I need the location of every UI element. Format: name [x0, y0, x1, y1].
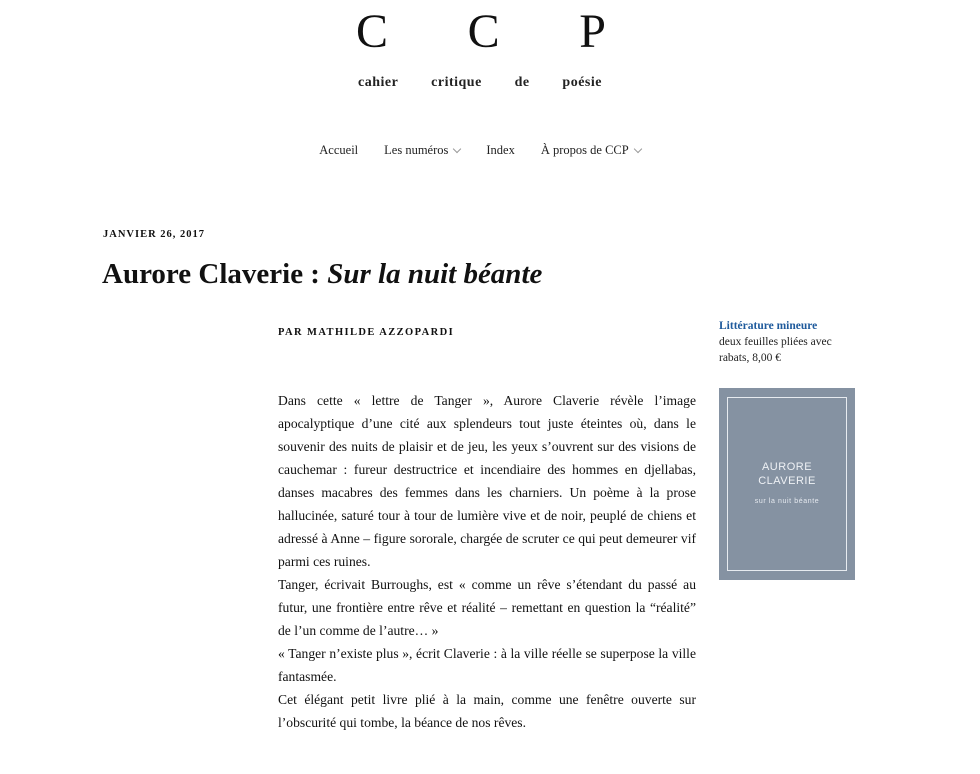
nav-item-accueil[interactable]: [319, 143, 358, 158]
cover-author-line: CLAVERIE: [758, 475, 816, 487]
nav-item-a-propos[interactable]: [541, 143, 641, 158]
cover-author: [737, 460, 837, 488]
tagline-word: cahier: [358, 75, 399, 90]
sidebar-description: deux feuilles pliées avec rabats, 8,00 €: [719, 336, 832, 364]
cover-author-line: AURORE: [761, 461, 813, 473]
sidebar-link-litterature-mineure[interactable]: Littérature mineure: [719, 320, 818, 332]
nav-item-label: Les numéros: [384, 143, 449, 157]
nav-item-index[interactable]: [486, 143, 514, 158]
paragraph: « Tanger n’existe plus », écrit Claverie : à la ville réelle se superpose la ville fantasmée.: [278, 646, 696, 684]
nav-item-label: Index: [486, 143, 515, 157]
main-nav: [0, 143, 960, 158]
tagline-word: de: [514, 75, 530, 90]
logo-letter-c1: C: [356, 5, 389, 58]
logo-letter-c2: C: [467, 5, 500, 58]
site-logo[interactable]: [356, 5, 606, 58]
post-title: [102, 258, 542, 291]
site-tagline: [358, 75, 602, 91]
book-cover-frame: [727, 397, 847, 571]
paragraph: Dans cette « lettre de Tanger », Aurore Claverie révèle l’image apocalyptique d’une cité aux splendeurs tout juste éteintes où, dans le souvenir des nuits de plaisir et de jeu, les yeux s’ouvrent sur des visions de cauchemar : fureur destructrice et incendiaire des hommes en djellabas, danses macabres des femmes dans les charniers. Un poème à la prose hallucinée, saturé tour à tour de lumière vive et de noir, peuplé de chiens et adressé à Anne – figure sororale, chargée de scruter ce qui peut demeurer vif parmi ces ruines.: [278, 393, 696, 569]
post-date[interactable]: JANVIER 26, 2017: [103, 229, 206, 240]
nav-item-les-numeros[interactable]: [384, 143, 460, 158]
paragraph: Cet élégant petit livre plié à la main, comme une fenêtre ouverte sur l’obscurité qui tombe, la béance de nos rêves.: [278, 692, 696, 730]
post-title-plain: Aurore Claverie :: [102, 258, 328, 290]
cover-title: sur la nuit béante: [754, 498, 820, 505]
tagline-word: poésie: [562, 75, 602, 90]
logo-letter-p: P: [579, 5, 606, 58]
chevron-down-icon: [633, 145, 641, 153]
paragraph: Tanger, écrivait Burroughs, est « comme un rêve s’étendant du passé au futur, une frontière entre rêve et réalité – remettant en question la “réalité” de l’un comme de l’autre… »: [278, 577, 696, 638]
chevron-down-icon: [453, 145, 461, 153]
post-byline: PAR MATHILDE AZZOPARDI: [278, 327, 455, 338]
tagline-word: critique: [431, 75, 482, 90]
nav-item-label: À propos de CCP: [540, 143, 629, 157]
sidebar: [719, 318, 855, 366]
post-content: [278, 389, 696, 734]
nav-item-label: Accueil: [319, 143, 359, 157]
book-cover-image[interactable]: [719, 388, 855, 580]
post-title-italic: Sur la nuit béante: [327, 258, 543, 290]
